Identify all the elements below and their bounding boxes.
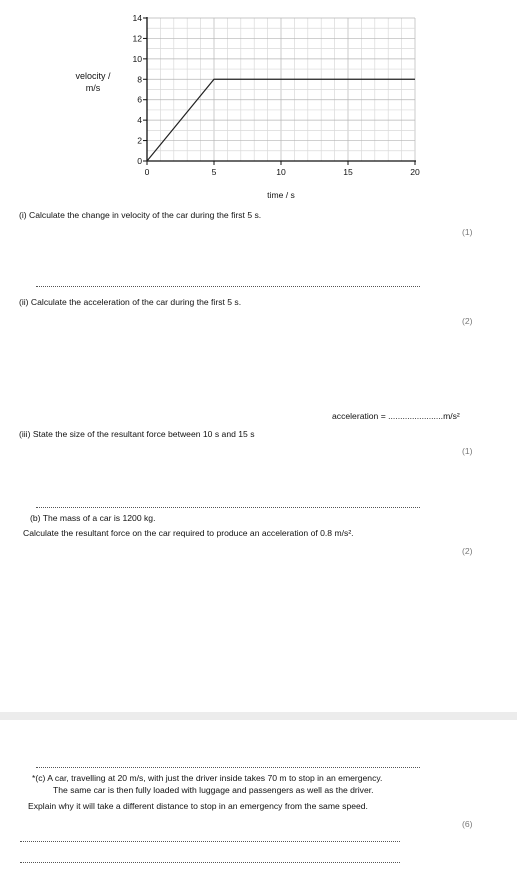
y-tick-label: 12 bbox=[132, 33, 142, 44]
question-b-line2: Calculate the resultant force on the car required to produce an acceleration of 0.8 m/s². bbox=[23, 528, 354, 538]
acceleration-label: acceleration = bbox=[332, 411, 389, 421]
question-i-marks: (1) bbox=[462, 227, 473, 237]
question-c-line1: *(c) A car, travelling at 20 m/s, with just the driver inside takes 70 m to stop in an emergency. bbox=[32, 773, 383, 783]
chart-grid bbox=[147, 18, 415, 161]
question-ii-text: (ii) Calculate the acceleration of the car during the first 5 s. bbox=[19, 297, 242, 307]
y-axis-unit-label: m/s bbox=[85, 83, 101, 93]
velocity-time-graph bbox=[0, 0, 517, 205]
y-tick-label: 0 bbox=[137, 156, 142, 166]
answer-line-c-1[interactable] bbox=[20, 841, 400, 842]
exam-page-2 bbox=[0, 720, 517, 878]
y-tick-label: 2 bbox=[137, 135, 142, 146]
answer-line-c-2[interactable] bbox=[20, 862, 400, 863]
x-tick-label: 0 bbox=[144, 167, 150, 177]
x-tick-label: 15 bbox=[343, 167, 353, 177]
page-break bbox=[0, 712, 517, 720]
acceleration-answer[interactable] bbox=[332, 411, 460, 422]
question-c-marks: (6) bbox=[462, 819, 473, 829]
y-tick-label: 6 bbox=[137, 94, 142, 105]
answer-line-i[interactable] bbox=[36, 286, 420, 287]
chart-ticks bbox=[132, 13, 420, 177]
question-c-line2: The same car is then fully loaded with luggage and passengers as well as the driver. bbox=[53, 785, 374, 795]
y-tick-label: 4 bbox=[137, 115, 142, 126]
question-b-marks: (2) bbox=[462, 546, 473, 556]
answer-line-iii[interactable] bbox=[36, 507, 420, 508]
x-axis-label: time / s bbox=[267, 190, 295, 200]
x-tick-label: 10 bbox=[276, 167, 286, 177]
acceleration-dots: ....................... bbox=[388, 411, 444, 421]
question-ii-marks: (2) bbox=[462, 316, 473, 326]
question-iii-marks: (1) bbox=[462, 446, 473, 456]
y-tick-label: 10 bbox=[132, 53, 142, 64]
question-c-line3: Explain why it will take a different distance to stop in an emergency from the same speed. bbox=[28, 801, 368, 811]
x-tick-label: 20 bbox=[410, 167, 420, 177]
x-tick-label: 5 bbox=[211, 167, 217, 177]
y-axis-label: velocity / bbox=[75, 71, 111, 81]
question-b-line1: (b) The mass of a car is 1200 kg. bbox=[30, 513, 156, 523]
answer-line-b[interactable] bbox=[36, 767, 420, 768]
question-iii-text: (iii) State the size of the resultant force between 10 s and 15 s bbox=[19, 429, 255, 439]
acceleration-unit: m/s² bbox=[443, 411, 460, 421]
y-tick-label: 8 bbox=[137, 74, 142, 85]
question-i-text: (i) Calculate the change in velocity of the car during the first 5 s. bbox=[19, 210, 262, 220]
y-tick-label: 14 bbox=[132, 13, 142, 23]
